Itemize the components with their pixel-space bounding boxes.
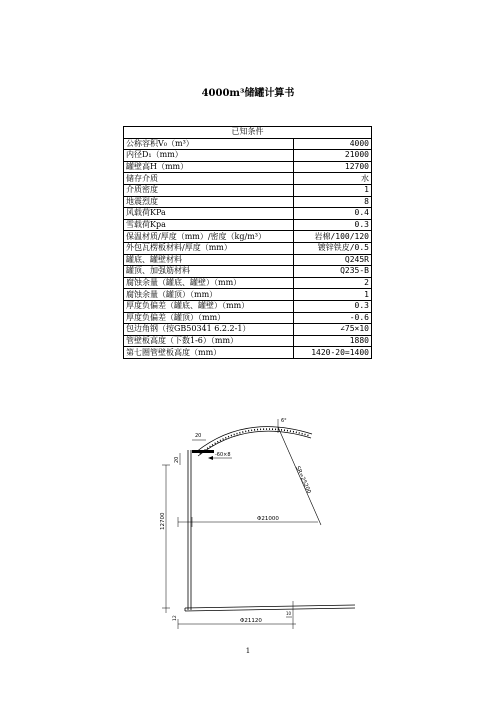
tank-cross-section-drawing [140,405,360,635]
row-label: 储存介质 [124,173,294,185]
row-value: 0.3 [294,219,372,231]
table-row [124,242,372,254]
inner-dia-label: Φ21000 [257,516,279,522]
angle-leader-arrow [208,456,213,460]
roof-arc-hatch [200,429,310,454]
row-value: 1880 [294,335,372,347]
outer-dia-label: Φ21120 [240,618,262,624]
row-value: 2 [294,277,372,289]
row-value: 12700 [294,161,372,173]
top-angle-bar [192,450,214,453]
row-label: 风载荷KPa [124,208,294,220]
roof-arc-outer [196,427,312,452]
table-row [124,138,372,150]
table-row [124,312,372,324]
table-row [124,266,372,278]
row-value: -0.6 [294,312,372,324]
row-value: 0.4 [294,208,372,220]
row-label: 管壁板高度（下数1-6）（mm） [124,335,294,347]
row-label: 腐蚀余量（罐底、罐壁）（mm） [124,277,294,289]
table-row [124,208,372,220]
row-value: Q235-B [294,266,372,278]
bottom-right-label: 10 [286,611,292,616]
bottom-plate-bottom [185,608,355,611]
row-value: 8 [294,196,372,208]
row-value: 1 [294,184,372,196]
row-label: 外包瓦楞板材料/厚度（mm） [124,242,294,254]
table-row [124,289,372,301]
row-label: 雪载荷Kpa [124,219,294,231]
row-value: Q245R [294,254,372,266]
row-value: 1 [294,289,372,301]
top-dim-label: 20 [195,433,202,439]
page-number: 1 [245,647,251,655]
table-row [124,219,372,231]
row-label: 厚度负偏差（罐顶）（mm） [124,312,294,324]
table-row [124,196,372,208]
row-value: 水 [294,173,372,185]
row-label: 内径D₁（mm） [124,150,294,162]
table-header-row [124,127,372,139]
radius-label: SR=25200 [294,465,312,495]
table-row [124,150,372,162]
row-value: 4000 [294,138,372,150]
row-label: 地震烈度 [124,196,294,208]
table-row [124,173,372,185]
row-label: 第七圈管壁板高度（mm） [124,347,294,359]
side-dim-label: 20 [174,456,180,463]
conditions-table [123,126,372,359]
table-row [124,184,372,196]
row-value: 0.3 [294,300,372,312]
bottom-left-label: 12 [173,615,178,621]
table-row [124,335,372,347]
row-label: 厚度负偏差（罐底、罐壁）（mm） [124,300,294,312]
page-title: 4000m³储罐计算书 [201,88,295,99]
apex-angle-label: 6° [281,418,287,424]
row-label: 公称容积V₀（m³） [124,138,294,150]
table-row [124,161,372,173]
row-label: 保温材质/厚度（mm）/密度（kg/m³） [124,231,294,243]
row-label: 介质密度 [124,184,294,196]
row-value: 1420-20=1400 [294,347,372,359]
row-label: 罐底、罐壁材料 [124,254,294,266]
table-row [124,231,372,243]
row-label: 罐顶、加强筋材料 [124,266,294,278]
row-label: 腐蚀余量（罐顶）（mm） [124,289,294,301]
table-row [124,347,372,359]
row-value: 岩棉/100/120 [294,231,372,243]
row-value: 21000 [294,150,372,162]
table-row [124,254,372,266]
table-row [124,324,372,336]
bottom-plate-top [185,605,355,608]
table-header: 已知条件 [124,127,372,139]
table-row [124,300,372,312]
row-value: ∠75×10 [294,324,372,336]
angle-label: -60×8 [215,452,231,458]
height-label: 12700 [160,512,166,530]
row-label: 包边角钢（按GB50341 6.2.2-1） [124,324,294,336]
row-label: 罐壁高H（mm） [124,161,294,173]
table-row [124,277,372,289]
row-value: 镀锌铁皮/0.5 [294,242,372,254]
